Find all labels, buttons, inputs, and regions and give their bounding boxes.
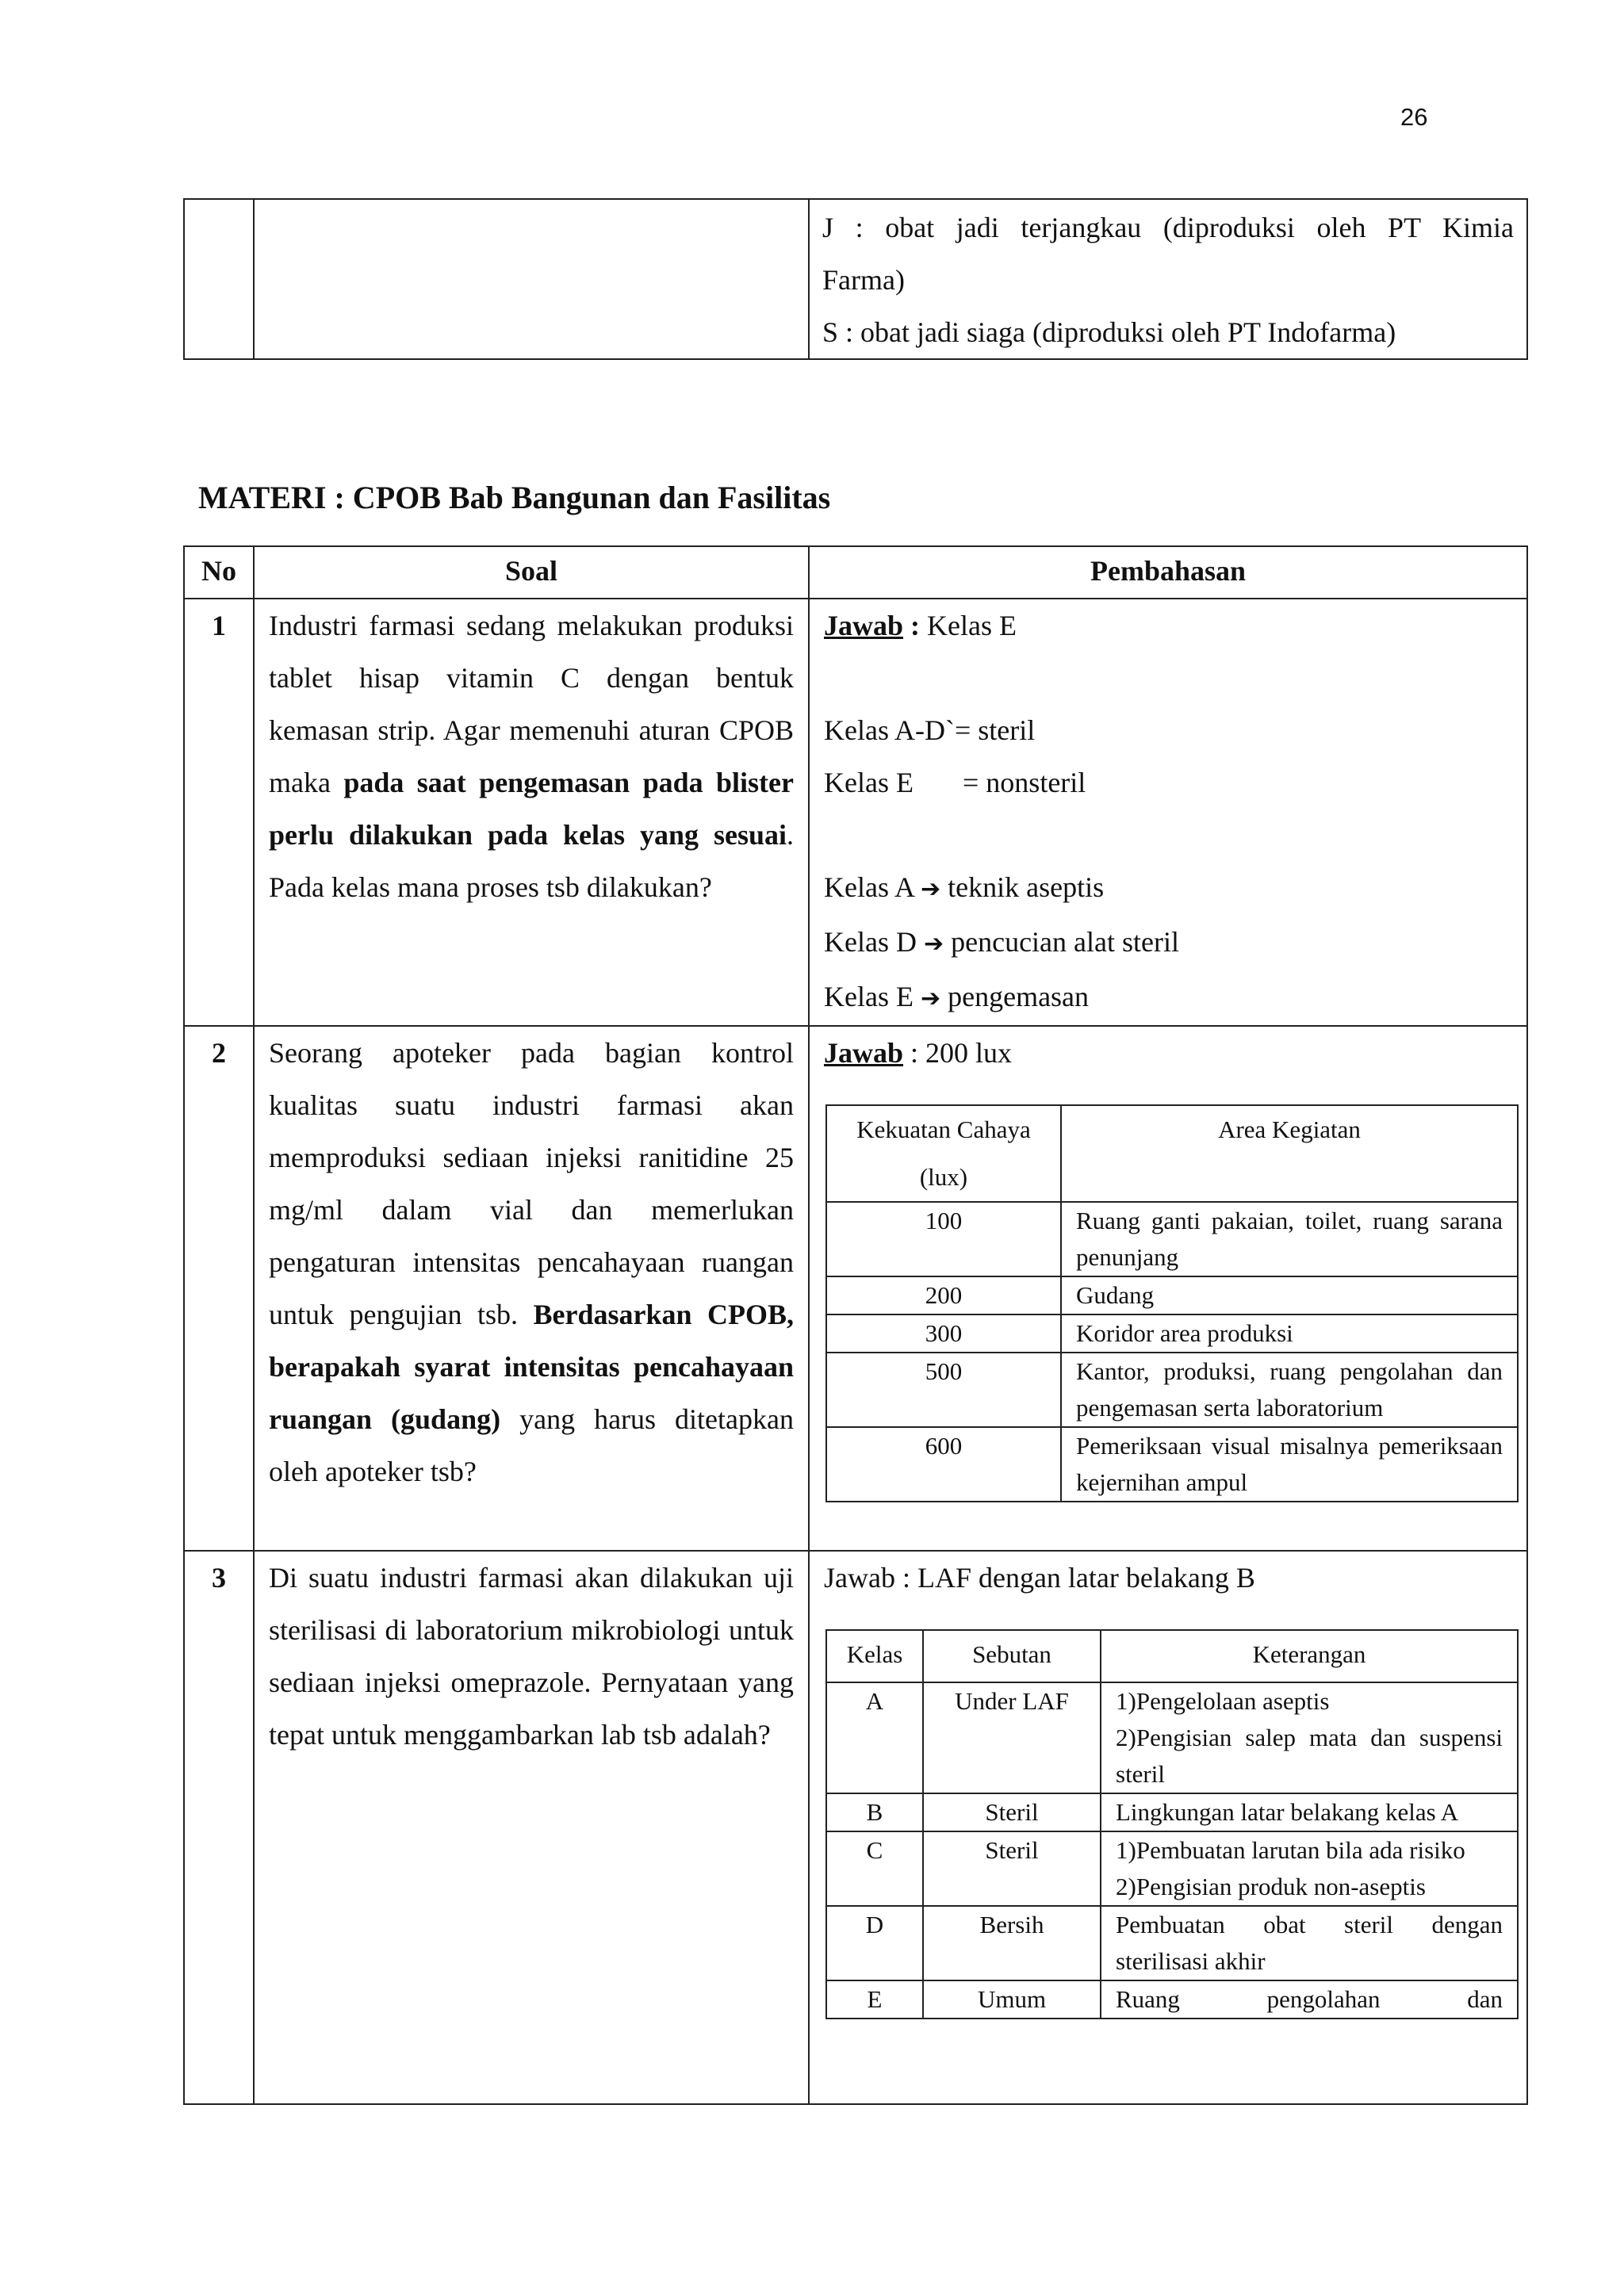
jawab-value: Kelas E <box>927 610 1017 641</box>
spacer <box>824 809 1514 861</box>
question-text: Di suatu industri farmasi akan dilakukan uji sterilisasi di laboratorium mikrobiologi untuk sediaan injeksi omeprazole. Pernyataan yang tepat untuk menggambarkan lab tsb adalah? <box>254 1551 809 2104</box>
keterangan-value: Lingkungan latar belakang kelas A <box>1101 1793 1518 1831</box>
sebutan-value: Steril <box>923 1831 1101 1906</box>
question-part: Seorang apoteker pada bagian kontrol kualitas suatu industri farmasi akan memproduksi sediaan injeksi ranitidine 25 mg/ml dalam vial dan memerlukan pengaturan intensitas pencahayaan ruangan untuk pengujian tsb. <box>269 1037 794 1330</box>
kelas-table <box>825 1629 1519 2019</box>
area-value: Koridor area produksi <box>1061 1314 1518 1353</box>
jawab-label: Jawab <box>824 610 904 641</box>
table-header-row <box>184 546 1527 599</box>
table-row <box>184 1551 1527 2104</box>
header-sebutan: Sebutan <box>923 1630 1101 1682</box>
inner-row <box>826 1793 1518 1831</box>
question-text <box>254 599 809 1026</box>
question-part: yang harus ditetapkan oleh apoteker tsb? <box>269 1403 794 1487</box>
header-area: Area Kegiatan <box>1061 1105 1518 1202</box>
answer-line: J : obat jadi terjangkau (diproduksi oleh PT Kimia <box>822 212 1514 243</box>
table-row <box>184 599 1527 1026</box>
sebutan-value: Steril <box>923 1793 1101 1831</box>
inner-header-row <box>826 1105 1518 1202</box>
light-intensity-table <box>825 1104 1519 1502</box>
answer-cell <box>809 599 1527 1026</box>
header-lux: Kekuatan Cahaya (lux) <box>826 1105 1061 1202</box>
lux-value: 200 <box>826 1276 1061 1314</box>
answer-cell <box>809 199 1527 359</box>
header-keterangan: Keterangan <box>1101 1630 1518 1682</box>
lux-value: 600 <box>826 1427 1061 1502</box>
jawab-colon: : <box>903 1037 926 1069</box>
row-number: 2 <box>184 1026 254 1551</box>
inner-row <box>826 1276 1518 1314</box>
continuation-table <box>183 198 1528 360</box>
answer-line: Jawab : LAF dengan latar belakang B <box>824 1562 1255 1594</box>
jawab-colon: : <box>903 610 928 641</box>
inner-row <box>826 1980 1518 2019</box>
answer-line <box>824 970 1514 1025</box>
jawab-value: 200 lux <box>925 1037 1013 1069</box>
arrow-left: Kelas E <box>824 981 914 1012</box>
keterangan-line: 1)Pembuatan larutan bila ada risiko <box>1116 1836 1465 1864</box>
no-cell <box>184 199 254 359</box>
page-number: 26 <box>1400 103 1428 131</box>
row-number: 3 <box>184 1551 254 2104</box>
area-value: Gudang <box>1061 1276 1518 1314</box>
keterangan-line: 1)Pengelolaan aseptis <box>1116 1687 1330 1715</box>
inner-header-row <box>826 1630 1518 1682</box>
keterangan-value <box>1101 1682 1518 1793</box>
header-kelas: Kelas <box>826 1630 923 1682</box>
row-number: 1 <box>184 599 254 1026</box>
arrow-right: teknik aseptis <box>948 871 1105 903</box>
table-row <box>184 1026 1527 1551</box>
question-cell <box>254 199 809 359</box>
answer-line: Kelas A-D`= steril <box>824 714 1036 746</box>
inner-row <box>826 1353 1518 1427</box>
answer-cell <box>809 1551 1527 2104</box>
arrow-right: pengemasan <box>948 981 1090 1012</box>
question-table <box>183 545 1528 2105</box>
keterangan-value <box>1101 1831 1518 1906</box>
answer-line-right: = nonsteril <box>963 767 1086 798</box>
question-text <box>254 1026 809 1551</box>
sebutan-value: Bersih <box>923 1906 1101 1980</box>
kelas-value: C <box>826 1831 923 1906</box>
spacer <box>824 652 1514 704</box>
question-part: . Pada kelas mana proses tsb dilakukan? <box>269 819 794 903</box>
keterangan-value: Ruang pengolahan dan <box>1101 1980 1518 2019</box>
answer-line <box>824 916 1514 970</box>
answer-line-left: Kelas E <box>824 767 914 798</box>
right-arrow-icon: ➔ <box>923 930 944 958</box>
arrow-left: Kelas A <box>824 871 914 903</box>
lux-value: 500 <box>826 1353 1061 1427</box>
inner-row <box>826 1427 1518 1502</box>
arrow-left: Kelas D <box>824 926 917 958</box>
answer-line: Farma) <box>822 264 905 296</box>
question-bold: pada saat pengemasan pada blister perlu dilakukan pada kelas yang sesuai <box>269 767 794 851</box>
header-pembahasan: Pembahasan <box>809 546 1527 599</box>
table-row <box>184 199 1527 359</box>
inner-row <box>826 1682 1518 1793</box>
header-soal: Soal <box>254 546 809 599</box>
right-arrow-icon: ➔ <box>921 875 941 903</box>
question-part: Industri farmasi sedang melakukan produksi tablet hisap vitamin C dengan bentuk kemasan strip. Agar memenuhi aturan CPOB maka <box>269 610 794 798</box>
inner-row <box>826 1831 1518 1906</box>
answer-line <box>824 861 1514 916</box>
answer-line: S : obat jadi siaga (diproduksi oleh PT Indofarma) <box>822 316 1396 348</box>
lux-value: 300 <box>826 1314 1061 1353</box>
kelas-value: D <box>826 1906 923 1980</box>
keterangan-line: 2)Pengisian salep mata dan suspensi steril <box>1116 1724 1503 1788</box>
section-title: MATERI : CPOB Bab Bangunan dan Fasilitas <box>198 480 831 515</box>
kelas-value: A <box>826 1682 923 1793</box>
keterangan-value: Pembuatan obat steril dengan sterilisasi akhir <box>1101 1906 1518 1980</box>
arrow-right: pencucian alat steril <box>951 926 1179 958</box>
kelas-value: E <box>826 1980 923 2019</box>
inner-row <box>826 1314 1518 1353</box>
sebutan-value: Umum <box>923 1980 1101 2019</box>
keterangan-line: 2)Pengisian produk non-aseptis <box>1116 1873 1426 1900</box>
jawab-label: Jawab <box>824 1037 904 1069</box>
inner-row <box>826 1202 1518 1276</box>
lux-value: 100 <box>826 1202 1061 1276</box>
answer-cell <box>809 1026 1527 1551</box>
answer-line <box>824 756 1514 809</box>
inner-row <box>826 1906 1518 1980</box>
area-value: Kantor, produksi, ruang pengolahan dan pengemasan serta laboratorium <box>1061 1353 1518 1427</box>
question-bold: Berdasarkan CPOB, berapakah syarat intensitas pencahayaan ruangan (gudang) <box>269 1299 794 1435</box>
header-no: No <box>184 546 254 599</box>
answer-line <box>824 1027 1514 1079</box>
area-value: Ruang ganti pakaian, toilet, ruang sarana penunjang <box>1061 1202 1518 1276</box>
area-value: Pemeriksaan visual misalnya pemeriksaan kejernihan ampul <box>1061 1427 1518 1502</box>
kelas-value: B <box>826 1793 923 1831</box>
right-arrow-icon: ➔ <box>920 985 941 1012</box>
sebutan-value: Under LAF <box>923 1682 1101 1793</box>
answer-line <box>824 599 1514 652</box>
